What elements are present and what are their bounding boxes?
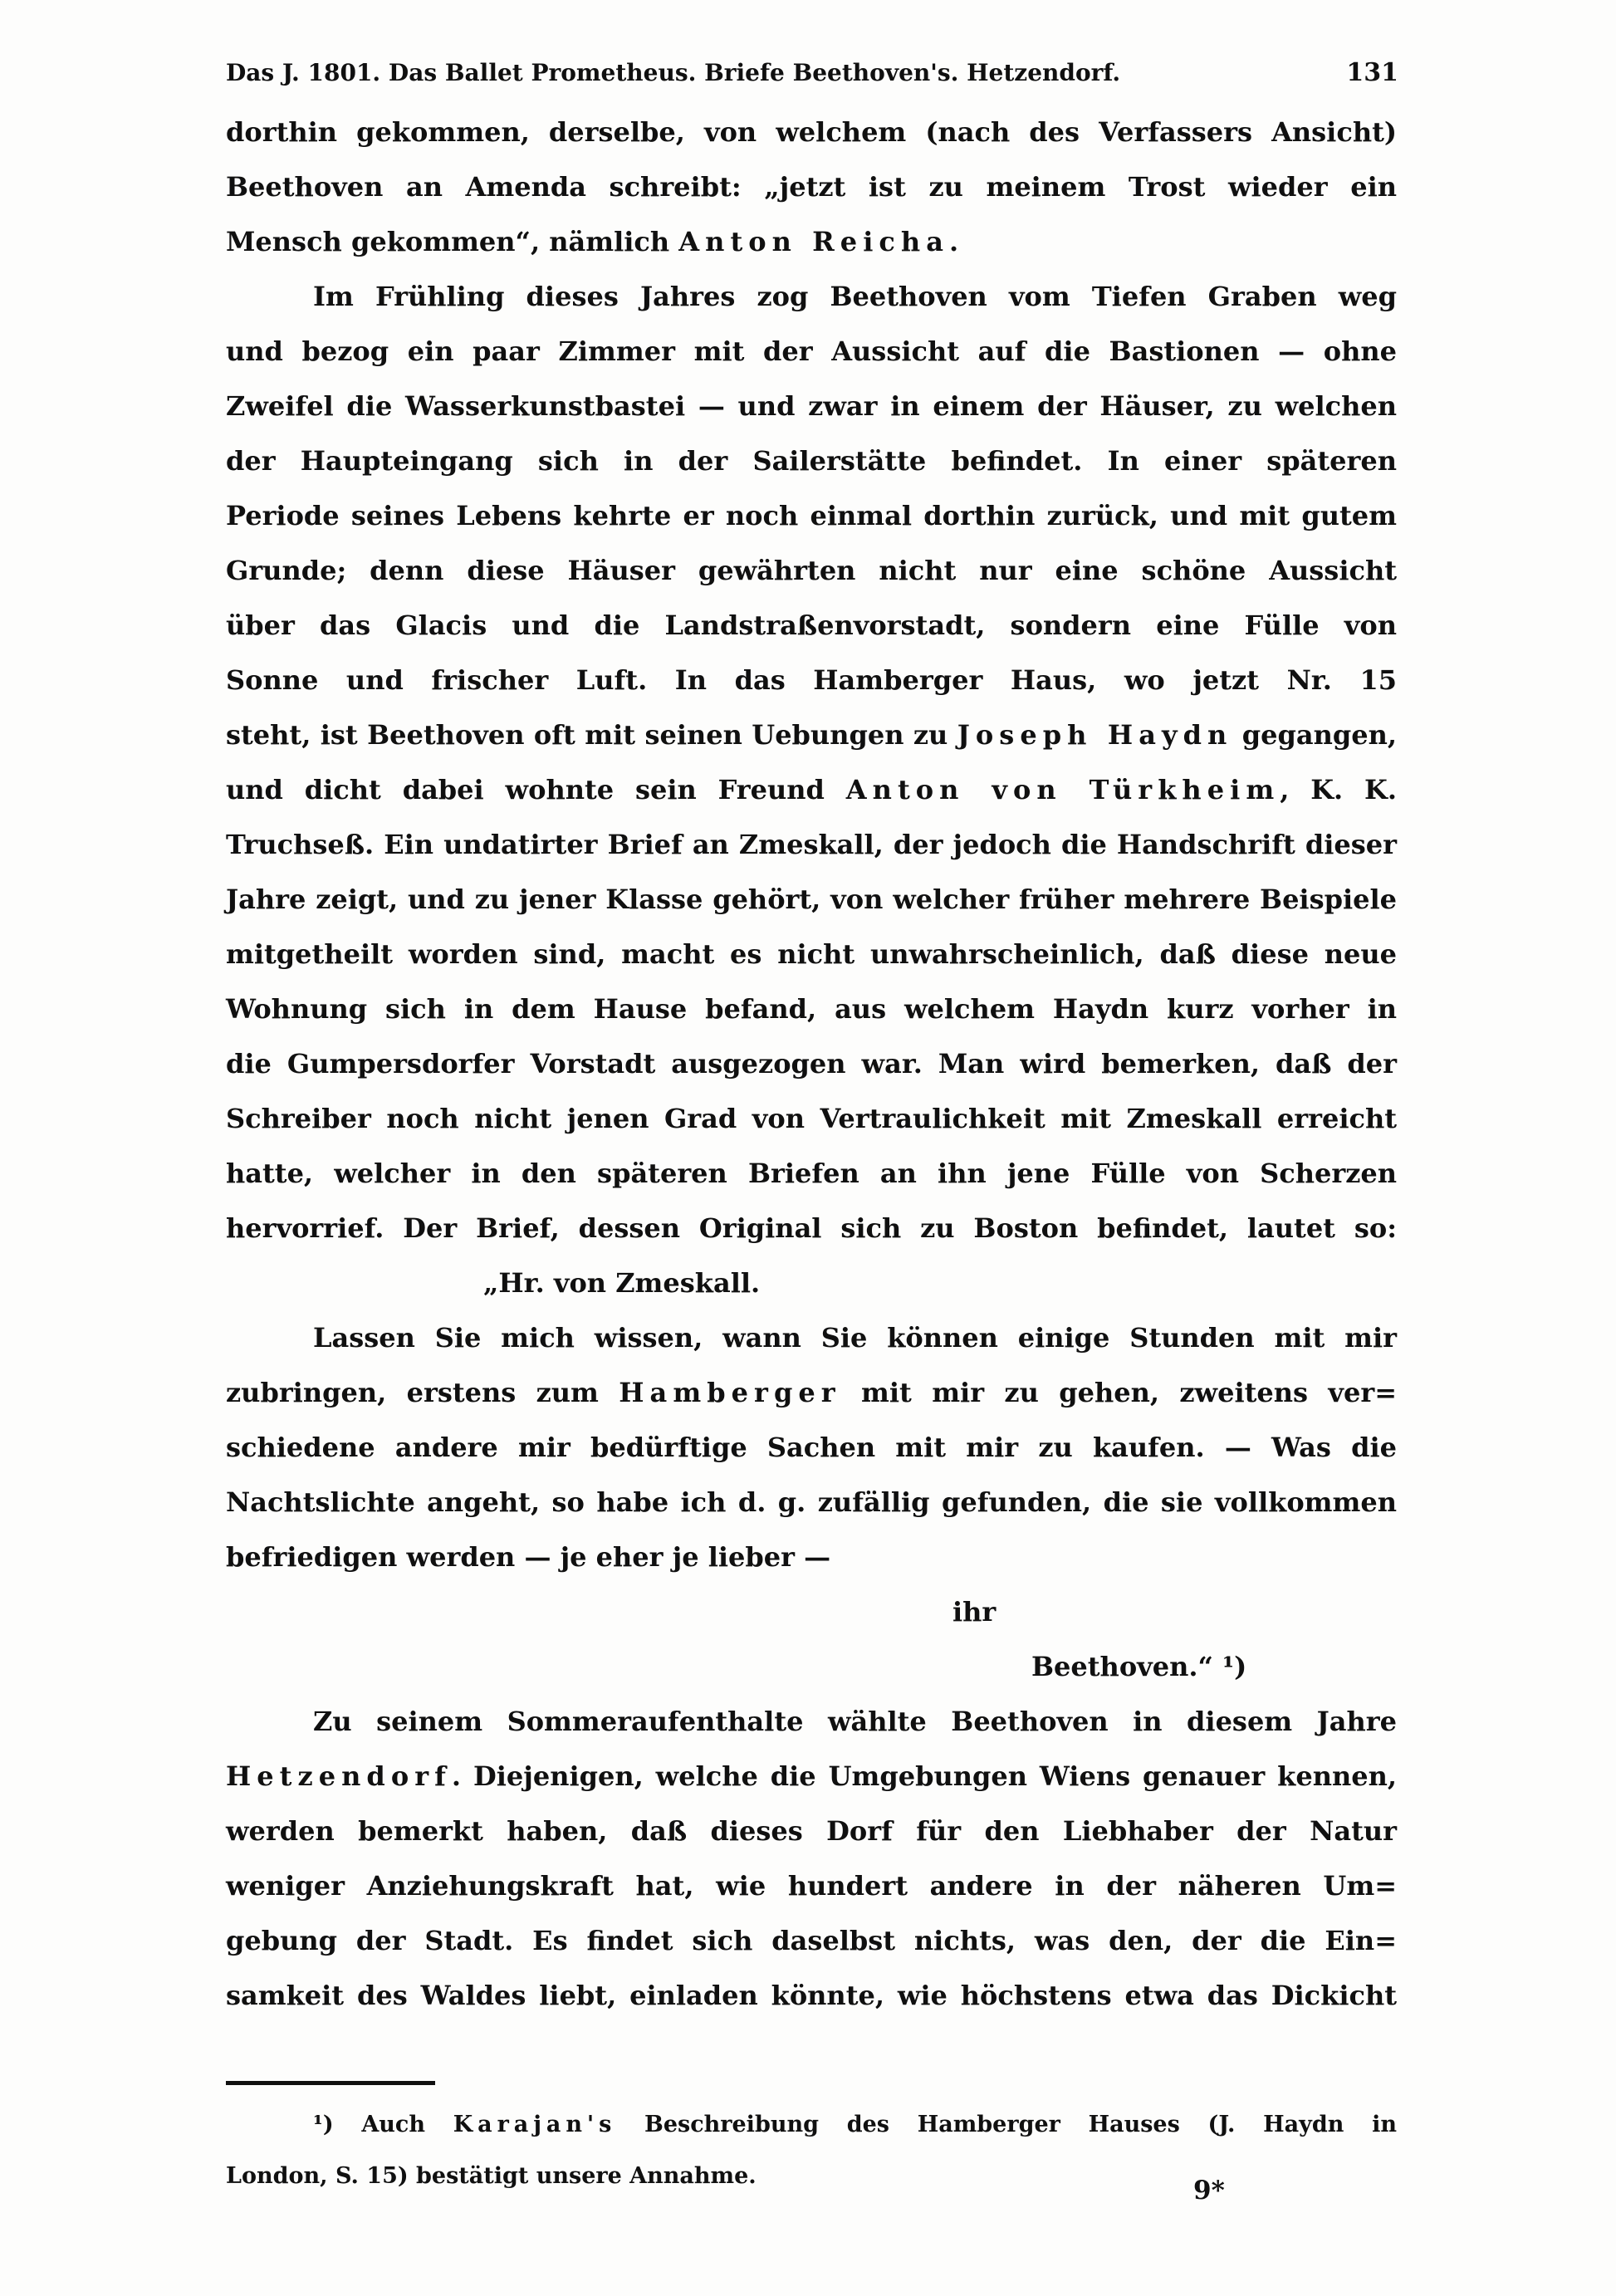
text-run: Beschreibung des Hamberger Hauses (J. Haydn in	[616, 2112, 1397, 2137]
body-line	[226, 1091, 1397, 1146]
body-line	[226, 488, 1397, 543]
running-header	[226, 55, 1398, 91]
text-run: ¹) Auch	[313, 2112, 453, 2137]
text-run: ihr	[952, 1596, 997, 1628]
text-run: Nachtslichte angeht, so habe ich d. g. zufällig gefunden, die sie vollkommen	[226, 1486, 1397, 1518]
text-run: die Gumpersdorfer Vorstadt ausgezogen war. Man wird bemerken, daß der	[226, 1048, 1397, 1079]
body-line	[226, 105, 1397, 159]
body-line	[226, 269, 1397, 324]
letterspaced-text-run: Karajan's	[453, 2112, 617, 2137]
text-run: Mensch gekommen“, nämlich	[226, 226, 679, 257]
body-line	[226, 653, 1397, 707]
text-run: Periode seines Lebens kehrte er noch einmal dorthin zurück, und mit gutem	[226, 500, 1397, 531]
page-body	[226, 105, 1397, 2023]
body-line	[226, 817, 1397, 872]
text-run: Zu seinem Sommeraufenthalte wählte Beethoven in diesem Jahre	[313, 1706, 1397, 1737]
body-line	[226, 1201, 1397, 1256]
body-line	[226, 1530, 1397, 1584]
text-run: Wohnung sich in dem Hause befand, aus welchem Haydn kurz vorher in	[226, 993, 1397, 1025]
body-line	[226, 1584, 1397, 1639]
letterspaced-text-run: Anton von Türkheim	[845, 774, 1281, 805]
text-run: Grunde; denn diese Häuser gewährten nicht nur eine schöne Aussicht	[226, 555, 1397, 586]
signature-mark: 9*	[1193, 2176, 1225, 2205]
body-line	[226, 1913, 1397, 1968]
body-line	[226, 324, 1397, 379]
text-run: und dicht dabei wohnte sein Freund	[226, 774, 846, 805]
text-run: , K. K.	[1280, 774, 1397, 805]
body-line	[226, 1310, 1397, 1365]
text-run: Zweifel die Wasserkunstbastei — und zwar in einem der Häuser, zu welchen	[226, 390, 1397, 422]
footnote-line	[226, 2099, 1397, 2151]
text-run: Truchseß. Ein undatirter Brief an Zmeskall, der jedoch die Handschrift dieser	[226, 829, 1397, 860]
body-line	[226, 1639, 1397, 1694]
text-run: mitgetheilt worden sind, macht es nicht unwahrscheinlich, daß diese neue	[226, 938, 1397, 970]
text-run: Schreiber noch nicht jenen Grad von Vertraulichkeit mit Zmeskall erreicht	[226, 1103, 1397, 1134]
text-run: hatte, welcher in den späteren Briefen an ihn jene Fülle von Scherzen	[226, 1158, 1397, 1189]
text-run: .	[949, 226, 959, 257]
text-run: „Hr. von Zmeskall.	[483, 1267, 761, 1299]
body-line	[226, 762, 1397, 817]
text-run: dorthin gekommen, derselbe, von welchem (nach des Verfassers Ansicht)	[226, 116, 1397, 148]
body-line	[226, 1475, 1397, 1530]
letterspaced-text-run: Hetzendorf	[226, 1760, 452, 1792]
letterspaced-text-run: Anton Reicha	[678, 226, 949, 257]
text-run: der Haupteingang sich in der Sailerstätte befindet. In einer späteren	[226, 445, 1397, 477]
body-line	[226, 1420, 1397, 1475]
text-run: gegangen,	[1232, 719, 1398, 751]
text-run: befriedigen werden — je eher je lieber —	[226, 1541, 831, 1573]
body-line	[226, 543, 1397, 598]
text-run: über das Glacis und die Landstraßenvorstadt, sondern eine Fülle von	[226, 609, 1397, 641]
page-number: 131	[1346, 58, 1398, 87]
body-line	[226, 982, 1397, 1036]
text-run: werden bemerkt haben, daß dieses Dorf für den Liebhaber der Natur	[226, 1815, 1397, 1847]
text-run: samkeit des Waldes liebt, einladen könnte, wie höchstens etwa das Dickicht	[226, 1980, 1397, 2011]
text-run: Im Frühling dieses Jahres zog Beethoven vom Tiefen Graben weg	[313, 281, 1397, 312]
body-line	[226, 1365, 1397, 1420]
text-run: steht, ist Beethoven oft mit seinen Uebungen zu	[226, 719, 957, 751]
text-run: Beethoven.“ ¹)	[1031, 1651, 1247, 1682]
body-line	[226, 707, 1397, 762]
body-line	[226, 1804, 1397, 1858]
body-line	[226, 1858, 1397, 1913]
body-line	[226, 1146, 1397, 1201]
body-line	[226, 1749, 1397, 1804]
body-line	[226, 927, 1397, 982]
text-run: . Diejenigen, welche die Umgebungen Wiens genauer kennen,	[451, 1760, 1397, 1792]
text-run: Sonne und frischer Luft. In das Hamberger Haus, wo jetzt Nr. 15	[226, 664, 1397, 696]
text-run: und bezog ein paar Zimmer mit der Aussicht auf die Bastionen — ohne	[226, 335, 1397, 367]
text-run: weniger Anziehungskraft hat, wie hundert andere in der näheren Um=	[226, 1870, 1397, 1902]
text-run: Jahre zeigt, und zu jener Klasse gehört, von welcher früher mehrere Beispiele	[226, 884, 1397, 915]
body-line	[226, 159, 1397, 214]
running-title: Das J. 1801. Das Ballet Prometheus. Briefe Beethoven's. Hetzendorf.	[226, 59, 1121, 86]
body-line	[226, 379, 1397, 433]
body-line	[226, 1968, 1397, 2023]
text-run: schiedene andere mir bedürftige Sachen mit mir zu kaufen. — Was die	[226, 1432, 1397, 1463]
text-run: Lassen Sie mich wissen, wann Sie können einige Stunden mit mir	[313, 1322, 1397, 1354]
body-line	[226, 433, 1397, 488]
text-run: Beethoven an Amenda schreibt: „jetzt ist zu meinem Trost wieder ein	[226, 171, 1397, 203]
body-line	[226, 872, 1397, 927]
letterspaced-text-run: Joseph Haydn	[957, 719, 1233, 751]
body-line	[226, 214, 1397, 269]
body-line	[226, 1256, 1397, 1310]
letterspaced-text-run: Hamberger	[619, 1377, 841, 1408]
text-run: hervorrief. Der Brief, dessen Original sich zu Boston befindet, lautet so:	[226, 1212, 1397, 1244]
text-run: gebung der Stadt. Es findet sich daselbst nichts, was den, der die Ein=	[226, 1925, 1397, 1956]
body-line	[226, 1694, 1397, 1749]
body-line	[226, 598, 1397, 653]
text-run: mit mir zu gehen, zweitens ver=	[840, 1377, 1398, 1408]
body-line	[226, 1036, 1397, 1091]
footnote-separator	[226, 2081, 435, 2085]
text-run: zubringen, erstens zum	[226, 1377, 619, 1408]
text-run: London, S. 15) bestätigt unsere Annahme.	[226, 2163, 757, 2189]
